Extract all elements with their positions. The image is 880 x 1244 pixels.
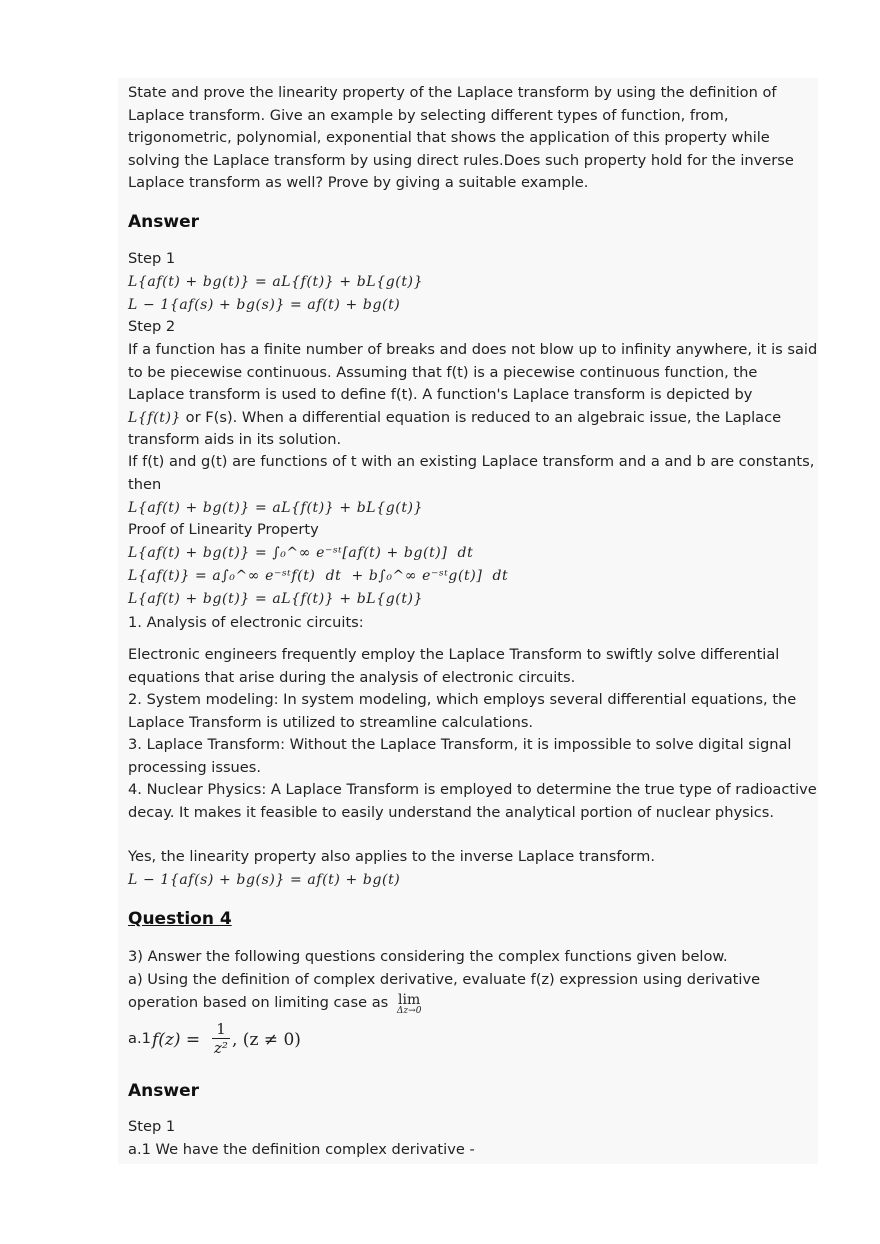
proof-equation-3: L{af(t) + bg(t)} = aL{f(t)} + bL{g(t)} <box>128 591 424 607</box>
proof-title: Proof of Linearity Property <box>128 521 319 538</box>
proof-equation-1: L{af(t) + bg(t)} = ∫₀^∞ e⁻ˢᵗ[af(t) + bg(t)] dt <box>128 545 474 561</box>
a1-numerator: 1 <box>212 1020 230 1039</box>
complex-derivative-line: a.1 We have the definition complex derivative - <box>128 1141 475 1158</box>
application-3: 3. Laplace Transform: Without the Laplace Transform, it is impossible to solve digital signal processing issues. <box>128 736 792 776</box>
question-4-line-2 <box>128 969 818 1017</box>
step-2-label: Step 2 <box>128 318 176 335</box>
limit-subscript: Δz→0 <box>396 1005 422 1016</box>
a1-fraction <box>212 1020 230 1057</box>
answer-heading: Answer <box>128 212 199 232</box>
answer-2-step-1: Step 1 <box>128 1118 176 1135</box>
application-1-text: Electronic engineers frequently employ the Laplace Transform to swiftly solve differential equations that arise during the analysis of electronic circuits. <box>128 646 780 686</box>
conclusion-text: Yes, the linearity property also applies to the inverse Laplace transform. <box>128 848 656 865</box>
proof-equation-2: L{af(t)} = a∫₀^∞ e⁻ˢᵗf(t) dt + b∫₀^∞ e⁻ˢᵗg(t)] dt <box>128 568 509 584</box>
application-1-title: 1. Analysis of electronic circuits: <box>128 614 364 631</box>
linearity-equation-2: L{af(t) + bg(t)} = aL{f(t)} + bL{g(t)} <box>128 500 424 516</box>
question-4-heading: Question 4 <box>128 909 232 929</box>
inverse-linearity-equation: L − 1{af(s) + bg(s)} = af(t) + bg(t) <box>128 297 401 313</box>
inverse-linearity-equation-2: L − 1{af(s) + bg(s)} = af(t) + bg(t) <box>128 872 401 888</box>
question-4-line-1: 3) Answer the following questions considering the complex functions given below. <box>128 948 728 965</box>
piecewise-text-b: or F(s). When a differential equation is reduced to an algebraic issue, the Laplace transform aids in its solution. <box>128 408 782 448</box>
piecewise-paragraph <box>128 339 818 452</box>
linearity-equation: L{af(t) + bg(t)} = aL{f(t)} + bL{g(t)} <box>128 274 424 290</box>
laplace-f-notation: L{f(t)} <box>128 409 182 426</box>
question-intro: State and prove the linearity property of the Laplace transform by using the definition of Laplace transform. Give an example by selecting different types of function, from, trigonometric, polynomial, exponential that shows the application of this property while solving the Laplace transform by using direct rules.Does such property hold for the inverse Laplace transform as well? Prove by giving a suitable example. <box>128 84 794 191</box>
step-1-label: Step 1 <box>128 250 176 267</box>
a1-lhs: f(z) = <box>152 1030 201 1050</box>
a1-condition: , (z ≠ 0) <box>232 1030 301 1050</box>
application-4: 4. Nuclear Physics: A Laplace Transform is employed to determine the true type of radioactive decay. It makes it feasible to easily understand the analytical portion of nuclear physics. <box>128 781 817 821</box>
answer-heading-2: Answer <box>128 1081 199 1101</box>
limit-lim: lim <box>398 991 421 1008</box>
piecewise-text-a: If a function has a finite number of breaks and does not blow up to infinity anywhere, it is said to be piecewise continuous. Assuming that f(t) is a piecewise continuous function, the Laplace transform is used to define f(t). A function's Laplace transform is depicted by <box>128 341 818 403</box>
function-a1 <box>128 1020 818 1060</box>
limit-notation <box>396 991 422 1017</box>
a1-denominator: z² <box>214 1039 228 1057</box>
functions-paragraph: If f(t) and g(t) are functions of t with an existing Laplace transform and a and b are constants, then <box>128 453 815 493</box>
application-2: 2. System modeling: In system modeling, which employs several differential equations, the Laplace Transform is utilized to streamline calculations. <box>128 691 797 731</box>
question-4-text: a) Using the definition of complex derivative, evaluate f(z) expression using derivative operation based on limiting case as <box>128 971 761 1011</box>
a1-label: a.1 <box>128 1030 151 1047</box>
